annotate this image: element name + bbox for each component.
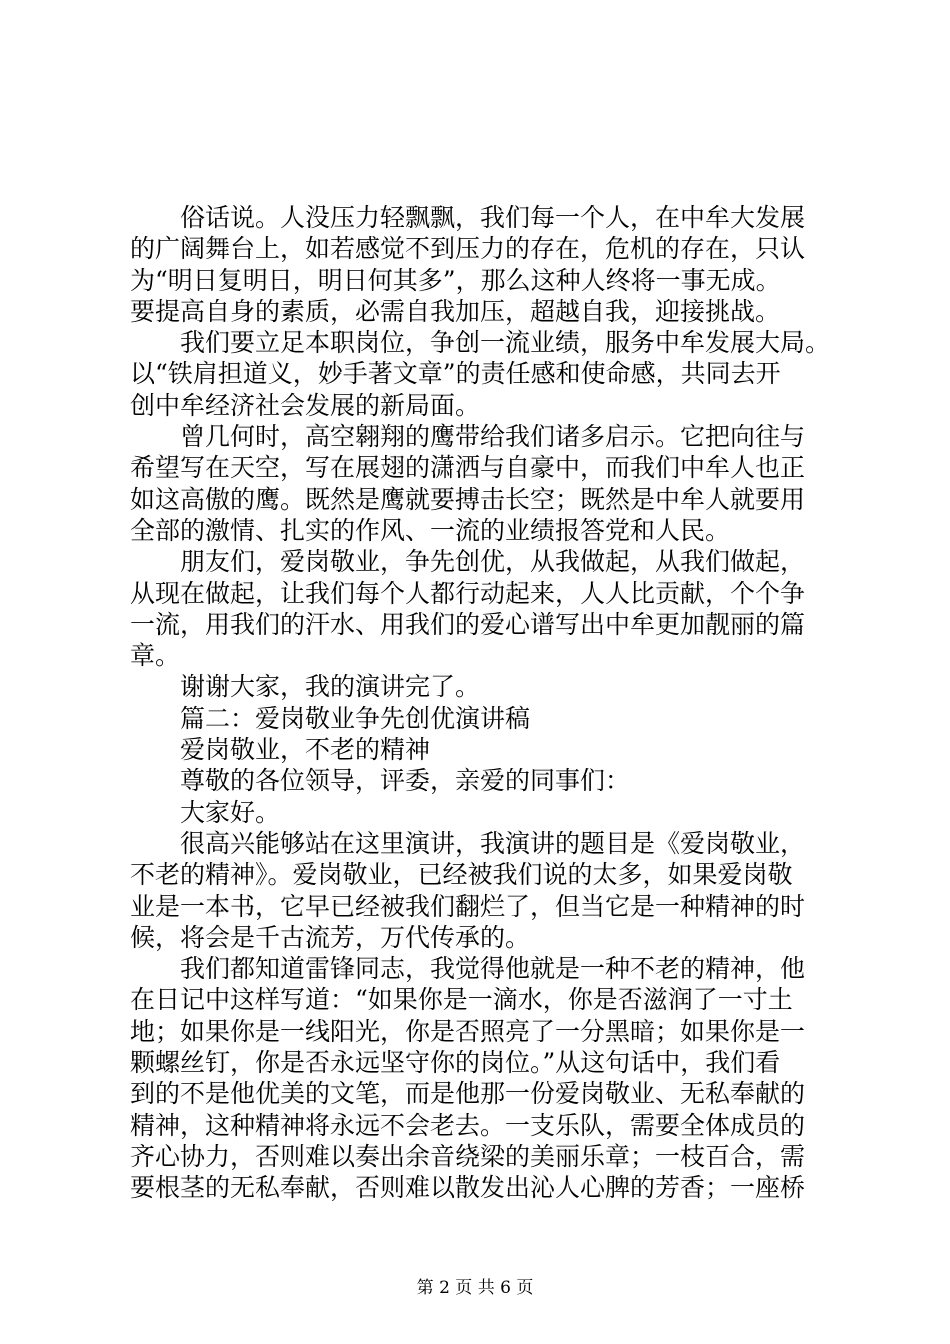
salutation: 尊敬的各位领导，评委，亲爱的同事们： (180, 766, 631, 796)
text-line: 俗话说。人没压力轻飘飘，我们每一个人，在中牟大发展 (180, 203, 806, 232)
text-line: 不老的精神》。爱岗敬业，已经被我们说的太多，如果爱岗敬 (130, 860, 793, 890)
text-line: 地；如果你是一线阳光，你是否照亮了一分黑暗；如果你是一 (130, 1016, 806, 1046)
text-line: 候，将会是千古流芳，万代传承的。 (130, 922, 531, 952)
text-line: 章。 (130, 641, 181, 671)
text-line: 从现在做起，让我们每个人都行动起来，人人比贡献，个个争 (130, 578, 806, 608)
text-line: 为“明日复明日，明日何其多”，那么这种人终将一事无成。 (130, 265, 781, 295)
text-line: 我们都知道雷锋同志，我觉得他就是一种不老的精神，他 (180, 954, 806, 984)
text-line: 以“铁肩担道义，妙手著文章”的责任感和使命感，共同去开 (130, 359, 781, 389)
text-line: 创中牟经济社会发展的新局面。 (130, 390, 481, 420)
text-line: 谢谢大家，我的演讲完了。 (180, 672, 481, 702)
text-line: 朋友们，爱岗敬业，争先创优，从我做起，从我们做起， (180, 547, 806, 577)
text-line: 要提高自身的素质，必需自我加压，超越自我，迎接挑战。 (130, 296, 781, 326)
text-line: 全部的激情、扎实的作风、一流的业绩报答党和人民。 (130, 515, 731, 545)
text-line: 很高兴能够站在这里演讲，我演讲的题目是《爱岗敬业， (180, 828, 806, 858)
speech-title: 爱岗敬业，不老的精神 (180, 735, 431, 765)
text-line: 一流，用我们的汗水、用我们的爱心谱写出中牟更加靓丽的篇 (130, 609, 806, 639)
text-line: 精神，这种精神将永远不会老去。一支乐队，需要全体成员的 (130, 1110, 806, 1140)
greeting: 大家好。 (180, 797, 281, 827)
text-line: 业是一本书，它早已经被我们翻烂了，但当它是一种精神的时 (130, 891, 806, 921)
text-line: 颗螺丝钉，你是否永远坚守你的岗位。”从这句话中，我们看 (130, 1048, 781, 1078)
text-line: 我们要立足本职岗位，争创一流业绩，服务中牟发展大局。 (180, 328, 831, 358)
text-line: 的广阔舞台上，如若感觉不到压力的存在，危机的存在，只认 (130, 234, 806, 264)
text-line: 要根茎的无私奉献，否则难以散发出沁人心脾的芳香；一座桥 (130, 1173, 806, 1203)
text-line: 希望写在天空，写在展翅的潇洒与自豪中，而我们中牟人也正 (130, 453, 806, 483)
page-number-footer: 第 2 页 共 6 页 (416, 1278, 534, 1298)
document-body (130, 202, 830, 1204)
text-line: 到的不是他优美的文笔，而是他那一份爱岗敬业、无私奉献的 (130, 1079, 806, 1109)
section-heading: 篇二：爱岗敬业争先创优演讲稿 (180, 703, 531, 733)
text-line: 如这高傲的鹰。既然是鹰就要搏击长空；既然是中牟人就要用 (130, 484, 806, 514)
text-line: 在日记中这样写道：“如果你是一滴水，你是否滋润了一寸土 (130, 985, 793, 1015)
text-line: 曾几何时，高空翱翔的鹰带给我们诸多启示。它把向往与 (180, 422, 806, 452)
text-line: 齐心协力，否则难以奏出余音绕梁的美丽乐章；一枝百合，需 (130, 1141, 806, 1171)
